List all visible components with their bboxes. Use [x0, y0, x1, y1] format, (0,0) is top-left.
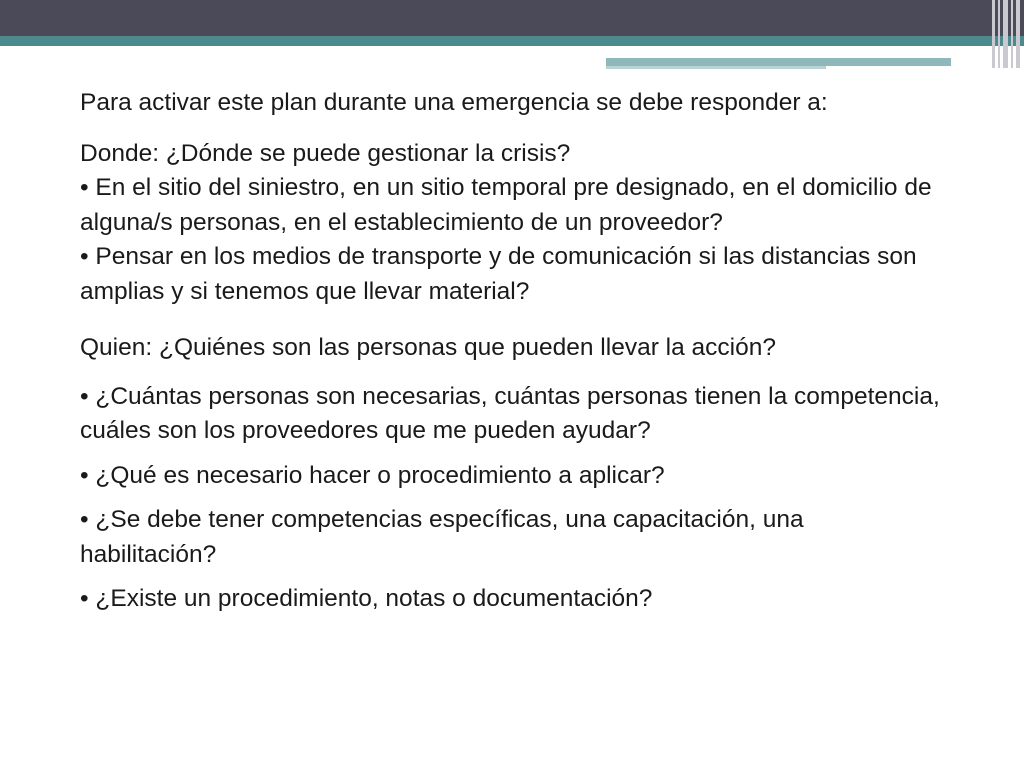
- header-vertical-line: [998, 0, 1000, 68]
- header-dark-bar: [0, 0, 1024, 36]
- header-vertical-line: [1003, 0, 1008, 68]
- intro-text: Para activar este plan durante una emergencia se debe responder a:: [80, 89, 828, 116]
- slide-body: [80, 86, 940, 617]
- header-vertical-line: [992, 0, 995, 68]
- donde-label: Donde: [80, 139, 153, 167]
- quien-question: [80, 331, 940, 366]
- quien-question-text: : ¿Quiénes son las personas que pueden llevar la acción?: [145, 334, 776, 361]
- header-teal-strip: [0, 36, 1024, 46]
- quien-label: Quien: [80, 334, 146, 361]
- quien-bullet: • ¿Cuántas personas son necesarias, cuántas personas tienen la competencia, cuáles son los proveedores que me pueden ayudar?: [80, 382, 940, 444]
- header-teal-accent: [606, 58, 951, 66]
- header-vertical-line: [1016, 0, 1020, 68]
- header-teal-accent-thin: [606, 66, 826, 69]
- donde-bullet: • En el sitio del siniestro, en un sitio temporal pre designado, en el domicilio de alguna/s personas, en el establecimiento de un proveedor?: [80, 174, 932, 236]
- header-vertical-line: [1011, 0, 1013, 68]
- quien-bullet: • ¿Existe un procedimiento, notas o documentación?: [80, 585, 653, 612]
- quien-bullet: • ¿Se debe tener competencias específicas, una capacitación, una habilitación?: [80, 506, 804, 568]
- header-gap: [606, 46, 1024, 56]
- donde-question-text: : ¿Dónde se puede gestionar la crisis?: [152, 139, 571, 167]
- donde-question: [80, 137, 940, 172]
- donde-bullet: • Pensar en los medios de transporte y de comunicación si las distancias son amplias y si tenemos que llevar material?: [80, 243, 917, 305]
- quien-bullet: • ¿Qué es necesario hacer o procedimiento a aplicar?: [80, 461, 665, 489]
